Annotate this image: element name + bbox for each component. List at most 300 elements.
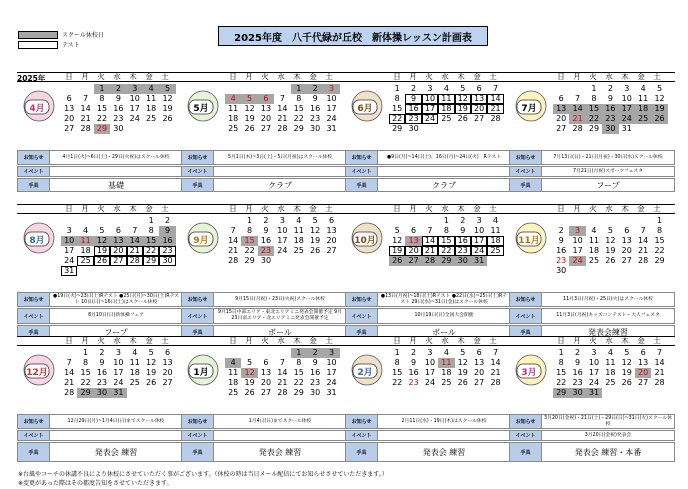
day-cell	[586, 216, 602, 226]
day-cell: 21	[422, 246, 438, 256]
day-cell: 9	[99, 358, 105, 367]
week-row	[389, 104, 505, 114]
day-cell: 23	[96, 378, 108, 387]
day-cell	[77, 216, 93, 226]
day-cell: 19	[94, 246, 110, 256]
day-cell: 18	[588, 246, 600, 255]
weekday-label: 水	[277, 72, 285, 81]
event-row	[181, 308, 347, 324]
day-cell: 20	[635, 368, 651, 378]
day-cell: 3	[427, 84, 433, 93]
day-cell: 10	[326, 94, 337, 103]
ginkgo-icon	[511, 216, 551, 260]
day-cell	[143, 388, 159, 398]
day-cell: 8	[83, 358, 89, 367]
day-cell: 13	[471, 94, 487, 104]
day-cell: 15	[293, 368, 304, 377]
weekday-label: 木	[621, 204, 629, 213]
day-cell	[291, 256, 307, 266]
day-cell: 2	[575, 348, 581, 357]
weekday-label: 木	[621, 336, 629, 345]
day-cell: 17	[277, 236, 288, 245]
day-cell: 14	[64, 368, 75, 377]
moon-rabbit-icon	[183, 216, 223, 260]
weekday-label: 木	[129, 204, 137, 213]
month-label: 5月	[193, 104, 209, 114]
day-cell	[94, 216, 110, 226]
day-cell	[110, 216, 126, 226]
day-cell: 9	[312, 358, 318, 367]
day-cell: 30	[113, 124, 124, 133]
day-cell: 28	[277, 388, 288, 397]
apparatus-row	[17, 178, 183, 192]
day-cell: 5	[247, 358, 253, 367]
weekday-header	[509, 336, 675, 346]
week-row	[225, 114, 341, 124]
day-cell: 8	[296, 94, 302, 103]
day-cell: 25	[487, 246, 503, 256]
day-cell: 12	[621, 358, 632, 367]
week-row	[225, 358, 341, 368]
event-row	[181, 430, 347, 441]
day-cell: 6	[624, 226, 630, 235]
event-text	[378, 167, 510, 176]
day-cell: 13	[553, 104, 569, 114]
day-cell: 20	[260, 378, 272, 387]
weekday-label: 月	[409, 204, 417, 213]
weekday-label: 水	[113, 336, 121, 345]
day-cell	[455, 124, 471, 134]
month-block-9	[17, 336, 183, 468]
day-cell: 20	[556, 114, 567, 123]
apparatus-label: 手具	[182, 179, 214, 191]
weekday-header	[509, 72, 675, 82]
day-cell: 27	[162, 378, 173, 387]
day-cell: 24	[471, 246, 487, 256]
day-cell: 6	[164, 348, 171, 357]
day-cell: 8	[394, 358, 400, 367]
weekday-label: 木	[129, 72, 137, 81]
event-row	[345, 308, 511, 324]
apparatus-text: ボール	[432, 327, 456, 336]
day-cell: 19	[310, 236, 321, 245]
apparatus-label: 手具	[510, 443, 542, 461]
day-cell	[77, 84, 93, 94]
event-text: 9月15日中部エリア・東北エリアミニ発表会開催予定 9月23日南エリア・北エリアミニ発表会開催予定	[217, 310, 343, 321]
day-cell	[127, 216, 143, 226]
month-label: 10月	[354, 236, 376, 246]
weekday-label: 水	[605, 336, 613, 345]
day-cell: 4	[83, 226, 89, 235]
weekday-label: 日	[393, 336, 401, 345]
week-row	[61, 236, 177, 246]
weekday-label: 木	[293, 72, 301, 81]
day-cell: 24	[64, 256, 75, 265]
day-cell: 21	[64, 378, 75, 387]
notice-text: ●19日(火)~23日(土)Rテスト ●25日(月)~30日(土)Rテスト 10日(日)~16日(土)はスクール休校	[53, 293, 179, 305]
day-cell: 19	[244, 378, 255, 387]
day-cell: 11	[129, 358, 140, 367]
day-cell	[487, 124, 503, 134]
day-cell: 27	[638, 378, 649, 387]
day-cell: 8	[247, 226, 253, 235]
day-cell: 2	[307, 84, 323, 94]
footer-note-2: ※変更があった際はその都度告知をさせていただきます。	[18, 480, 173, 487]
apparatus-label: 手具	[18, 443, 50, 461]
day-cell: 22	[389, 114, 405, 124]
day-cell: 21	[228, 246, 239, 255]
day-cell: 16	[113, 104, 124, 113]
day-cell: 14	[228, 236, 239, 245]
weekday-label: 木	[129, 336, 137, 345]
day-cell	[569, 84, 585, 94]
day-cell: 31	[586, 388, 602, 398]
day-cell: 26	[651, 114, 667, 124]
month-block-12	[509, 336, 675, 468]
month-label: 2月	[357, 368, 373, 378]
day-cell: 21	[80, 114, 91, 123]
day-cell	[61, 84, 77, 94]
day-cell: 13	[638, 358, 649, 367]
weekday-label: 土	[325, 72, 333, 81]
day-cell: 26	[244, 124, 255, 133]
day-cell: 24	[588, 378, 600, 387]
week-row	[61, 266, 177, 276]
event-label: イベント	[346, 309, 378, 323]
day-cell: 3	[66, 226, 72, 235]
day-cell: 16	[405, 104, 421, 114]
day-cell: 24	[424, 378, 436, 387]
week-row	[389, 226, 505, 236]
day-cell: 25	[293, 246, 304, 255]
day-cell: 22	[293, 114, 304, 123]
day-cell	[553, 216, 569, 226]
day-cell: 14	[277, 368, 288, 377]
week-row	[61, 256, 177, 266]
day-cell: 29	[654, 256, 665, 265]
event-row	[17, 308, 183, 324]
apparatus-label: 手具	[510, 326, 542, 336]
day-cell: 12	[162, 94, 173, 103]
day-cell: 10	[326, 358, 337, 367]
event-label: イベント	[18, 309, 50, 323]
apparatus-row	[181, 178, 347, 192]
apparatus-text: 発表会 練習	[422, 447, 466, 457]
day-cell: 27	[260, 124, 272, 133]
legend-test	[18, 40, 80, 49]
day-cell: 23	[405, 114, 421, 124]
apparatus-label: 手具	[346, 443, 378, 461]
day-cell: 20	[260, 114, 272, 123]
day-grid	[389, 216, 505, 266]
apparatus-label: 手具	[18, 179, 50, 191]
day-grid	[61, 216, 177, 276]
day-cell: 15	[241, 236, 257, 246]
weekday-label: 土	[653, 72, 661, 81]
weekday-label: 水	[441, 336, 449, 345]
day-cell: 1	[247, 216, 253, 225]
day-cell: 7	[492, 348, 499, 357]
weekday-label: 日	[65, 204, 73, 213]
notice-label: お知らせ	[510, 415, 542, 428]
day-cell: 17	[113, 368, 124, 377]
month-block-6	[181, 204, 347, 336]
month-block-2	[181, 72, 347, 204]
notice-label: お知らせ	[346, 293, 378, 306]
day-cell: 3	[115, 348, 121, 357]
day-cell: 4	[132, 348, 138, 357]
day-cell: 14	[569, 104, 585, 114]
weekday-label: 土	[161, 336, 169, 345]
day-cell: 11	[438, 94, 454, 104]
day-cell	[389, 216, 405, 226]
day-cell: 12	[457, 358, 468, 367]
day-cell: 21	[277, 378, 288, 387]
day-cell	[159, 124, 175, 134]
month-block-10	[181, 336, 347, 468]
day-cell: 29	[588, 124, 600, 133]
weekday-label: 木	[621, 72, 629, 81]
footer-note-1: ※台風やコーチの休講不良により休校にさせていただく事がございます。（休校の時は当日メール配信にてお知らせさせていただきます。）	[18, 471, 388, 478]
week-row	[225, 84, 341, 94]
weekday-label: 金	[309, 204, 317, 213]
notice-row	[181, 414, 347, 429]
day-cell: 7	[279, 358, 285, 367]
day-cell	[635, 124, 651, 134]
day-cell: 19	[244, 114, 255, 123]
week-row	[389, 348, 505, 358]
apparatus-text: 発表会練習	[588, 327, 628, 336]
week-row	[389, 378, 505, 388]
day-cell: 27	[474, 378, 485, 387]
day-cell: 14	[638, 236, 649, 245]
event-text	[50, 431, 182, 440]
day-cell: 21	[638, 246, 649, 255]
day-cell	[241, 348, 257, 358]
day-cell: 27	[474, 114, 485, 123]
notice-row	[17, 414, 183, 429]
day-cell: 22	[80, 378, 91, 387]
weekday-label: 水	[605, 204, 613, 213]
week-row	[553, 114, 669, 124]
month-label: 12月	[26, 368, 48, 378]
notice-text: 5月1日(木)~3日(土)・5日(月祝)はスクール休校	[227, 154, 333, 160]
day-cell: 2	[263, 216, 269, 225]
weekday-label: 水	[441, 72, 449, 81]
day-cell: 17	[326, 368, 337, 377]
day-cell: 17	[326, 104, 337, 113]
day-cell: 17	[588, 368, 600, 377]
notice-label: お知らせ	[346, 415, 378, 428]
day-cell: 31	[326, 124, 337, 133]
event-label: イベント	[510, 431, 542, 440]
notice-row	[509, 150, 675, 165]
day-cell: 8	[148, 226, 154, 235]
day-cell: 10	[572, 236, 583, 245]
month-block-7	[345, 204, 511, 336]
day-cell	[651, 124, 667, 134]
day-cell: 30	[602, 124, 618, 134]
weekday-label: 土	[325, 204, 333, 213]
day-cell: 5	[624, 348, 630, 357]
weekday-header	[181, 72, 347, 82]
weekday-label: 水	[113, 72, 121, 81]
day-cell: 1	[394, 348, 400, 357]
day-cell: 9	[263, 226, 269, 235]
notice-text: 3月20日(金祝)・21日(土)・29日(日)~31日(火)スクール休校	[544, 415, 672, 427]
notice-label: お知らせ	[18, 151, 50, 164]
day-cell: 1	[558, 348, 564, 357]
day-cell: 20	[621, 246, 632, 255]
weekday-label: 土	[489, 72, 497, 81]
day-cell: 6	[558, 94, 564, 103]
day-cell: 9	[558, 236, 564, 245]
week-row	[225, 94, 341, 104]
day-cell	[602, 216, 618, 226]
day-cell: 4	[640, 84, 646, 93]
apparatus-label: 手具	[510, 179, 542, 191]
event-text	[378, 431, 510, 440]
weekday-label: 金	[473, 336, 481, 345]
day-cell: 4	[143, 84, 159, 94]
day-cell: 10	[422, 94, 438, 104]
day-cell	[635, 266, 651, 276]
weekday-label: 日	[229, 72, 237, 81]
week-row	[389, 236, 505, 246]
day-cell: 9	[159, 226, 175, 236]
week-row	[61, 378, 177, 388]
day-cell: 30	[159, 256, 175, 266]
day-cell: 22	[586, 114, 602, 124]
day-cell	[635, 388, 651, 398]
weekday-label: 木	[457, 72, 465, 81]
event-row	[181, 166, 347, 177]
notice-label: お知らせ	[510, 293, 542, 306]
weekday-label: 土	[489, 336, 497, 345]
day-cell	[602, 266, 618, 276]
day-cell: 2	[110, 84, 126, 94]
day-cell: 26	[310, 246, 321, 255]
day-cell: 27	[260, 388, 272, 397]
day-cell: 14	[127, 236, 143, 246]
apparatus-label: 手具	[182, 326, 214, 336]
day-cell: 4	[296, 216, 302, 225]
day-cell: 9	[115, 94, 121, 103]
month-label: 6月	[357, 104, 373, 114]
event-text	[50, 167, 182, 176]
week-row	[389, 256, 505, 266]
day-cell: 13	[162, 358, 173, 367]
day-cell	[241, 84, 257, 94]
weekday-label: 水	[113, 204, 121, 213]
day-cell: 25	[146, 114, 157, 123]
apparatus-row	[181, 325, 347, 336]
day-cell: 21	[490, 368, 501, 377]
day-cell: 11	[146, 94, 157, 103]
day-cell: 28	[228, 256, 239, 265]
day-cell: 18	[228, 114, 239, 123]
day-cell: 5	[99, 226, 105, 235]
weekday-label: 火	[425, 336, 433, 345]
day-cell: 28	[638, 256, 649, 265]
day-cell: 26	[162, 114, 173, 123]
day-cell: 30	[260, 256, 272, 265]
notice-label: お知らせ	[510, 151, 542, 164]
apparatus-text: フープ	[104, 327, 128, 336]
day-cell	[422, 124, 438, 134]
day-cell: 19	[162, 104, 173, 113]
week-row	[389, 246, 505, 256]
day-cell: 11	[228, 368, 239, 377]
week-row	[61, 94, 177, 104]
day-cell: 9	[405, 94, 421, 104]
day-cell: 10	[621, 94, 632, 103]
day-cell: 5	[656, 84, 663, 93]
day-cell: 24	[422, 114, 438, 124]
day-cell: 19	[621, 368, 632, 377]
day-cell: 29	[392, 124, 403, 133]
day-cell	[487, 256, 503, 266]
day-cell: 27	[621, 256, 632, 265]
event-text	[214, 167, 346, 176]
weekday-label: 火	[425, 204, 433, 213]
weekday-label: 火	[261, 336, 269, 345]
day-cell: 12	[310, 226, 321, 235]
day-cell: 17	[422, 104, 438, 114]
day-cell: 3	[323, 348, 339, 358]
week-row	[61, 226, 177, 236]
day-cell: 4	[607, 348, 613, 357]
day-cell: 22	[438, 246, 454, 256]
weekday-label: 日	[65, 336, 73, 345]
day-cell: 15	[654, 236, 665, 245]
weekday-label: 日	[393, 204, 401, 213]
day-cell: 28	[64, 388, 75, 397]
event-text: 7月21日(月祝)スポーツフェスタ	[572, 168, 644, 174]
weekday-label: 日	[229, 204, 237, 213]
notice-row	[181, 292, 347, 307]
weekday-header	[17, 336, 183, 346]
day-cell: 23	[602, 114, 618, 124]
weekday-label: 金	[637, 72, 645, 81]
day-cell: 17	[572, 246, 583, 255]
weekday-header	[181, 336, 347, 346]
day-cell: 4	[225, 94, 241, 104]
week-row	[389, 114, 505, 124]
day-cell: 1	[94, 84, 110, 94]
notice-row	[17, 292, 183, 307]
day-cell: 24	[113, 378, 124, 387]
day-cell: 3	[127, 84, 143, 94]
event-row	[17, 430, 183, 441]
week-row	[61, 114, 177, 124]
legend-holiday-swatch	[18, 31, 58, 39]
day-cell: 3	[323, 84, 339, 94]
day-cell: 7	[66, 358, 72, 367]
day-cell: 17	[619, 104, 635, 114]
day-cell: 8	[558, 358, 564, 367]
weekday-label: 日	[229, 336, 237, 345]
day-cell	[274, 348, 290, 358]
day-cell: 19	[605, 246, 616, 255]
day-cell: 16	[159, 236, 175, 246]
day-cell: 15	[293, 104, 304, 113]
weekday-label: 土	[161, 204, 169, 213]
day-cell: 16	[572, 368, 583, 377]
day-cell: 5	[241, 94, 257, 104]
day-cell: 19	[389, 246, 405, 256]
day-cell: 20	[405, 246, 421, 256]
